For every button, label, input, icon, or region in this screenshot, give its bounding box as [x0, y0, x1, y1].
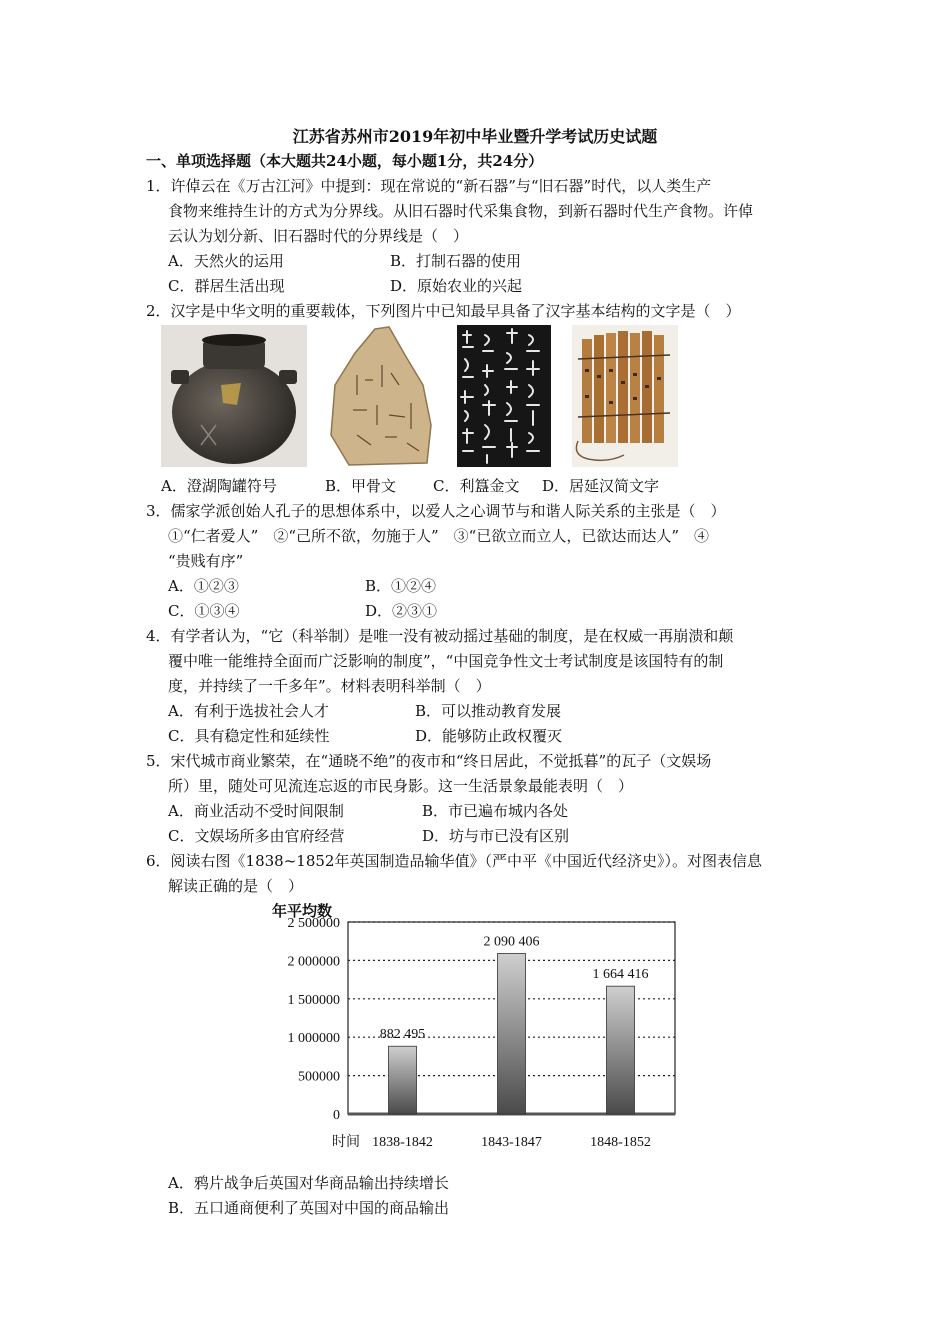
q2-option-d: D．居延汉简文字: [542, 477, 660, 495]
q3-line2: ①“仁者爱人” ②“己所不欲，勿施于人” ③“已欲立而立人，已欲达而达人” ④: [168, 527, 710, 545]
x-tick-label: 1848-1852: [590, 1135, 651, 1150]
x-axis-label: 时间: [332, 1134, 360, 1150]
q6-option-a: A．鸦片战争后英国对华商品输出持续增长: [168, 1174, 449, 1192]
bar: [607, 986, 635, 1114]
q4-option-d: D．能够防止政权覆灭: [415, 727, 563, 745]
q1-option-b: B．打制石器的使用: [390, 252, 522, 270]
oracle-bone-image: [327, 325, 433, 467]
y-axis-label: 年平均数: [272, 902, 333, 920]
q4-line3: 度，并持续了一千多年”。材料表明科举制（ ）: [168, 677, 491, 695]
q5-option-d: D．坊与市已没有区别: [422, 827, 570, 845]
x-tick-label: 1838-1842: [372, 1135, 433, 1150]
pottery-jar-image: [161, 325, 307, 467]
q3-option-c: C．①③④: [168, 602, 240, 620]
q6-line2: 解读正确的是（ ）: [168, 877, 304, 895]
q4-option-b: B．可以推动教育发展: [415, 702, 562, 720]
q3-option-a: A．①②③: [168, 577, 239, 595]
q5-line2: 所）里，随处可见流连忘返的市民身影。这一生活景象最能表明（ ）: [168, 777, 634, 795]
q2-option-c: C．利簋金文: [433, 477, 520, 495]
q5-option-b: B．市已遍布城内各处: [422, 802, 569, 820]
export-value-bar-chart: [270, 898, 690, 1154]
q4-line2: 覆中唯一能维持全面而广泛影响的制度”，“中国竞争性文士考试制度是该国特有的制: [168, 652, 724, 670]
bar-value-label: 882 495: [379, 1027, 426, 1043]
q6-line1: 6．阅读右图《1838~1852年英国制造品输华值》（严中平《中国近代经济史》）。对图表信息: [146, 852, 762, 870]
x-tick-label: 1843-1847: [481, 1135, 542, 1150]
bronze-inscription-image: [457, 325, 551, 467]
page-title: 江苏省苏州市2019年初中毕业暨升学考试历史试题: [292, 127, 658, 146]
q2-option-b: B．甲骨文: [325, 477, 397, 495]
q4-line1: 4．有学者认为，“它（科举制）是唯一没有被动摇过基础的制度，是在权威一再崩溃和颠: [146, 627, 734, 645]
q1-option-c: C．群居生活出现: [168, 277, 285, 295]
q2-option-a: A．澄湖陶罐符号: [161, 477, 277, 495]
q3-option-d: D．②③①: [365, 602, 438, 620]
q1-line2: 食物来维持生计的方式为分界线。从旧石器时代采集食物，到新石器时代生产食物。许倬: [168, 202, 754, 220]
y-tick-label: 1 000000: [287, 1031, 340, 1047]
y-tick-label: 2 500000: [287, 916, 340, 931]
bar-value-label: 1 664 416: [592, 967, 649, 983]
q1-option-d: D．原始农业的兴起: [390, 277, 523, 295]
q5-line1: 5．宋代城市商业繁荣，在“通晓不绝”的夜市和“终日居此，不觉抵暮”的瓦子（文娱场: [146, 752, 712, 770]
q1-line3: 云认为划分新、旧石器时代的分界线是（ ）: [168, 227, 469, 245]
q2-line1: 2．汉字是中华文明的重要载体，下列图片中已知最早具备了汉字基本结构的文字是（ ）: [146, 302, 741, 320]
y-tick-label: 500000: [298, 1069, 340, 1085]
q3-line1: 3．儒家学派创始人孔子的思想体系中，以爱人之心调节与和谐人际关系的主张是（ ）: [146, 502, 726, 520]
y-tick-label: 1 500000: [287, 992, 340, 1008]
q1-option-a: A．天然火的运用: [168, 252, 284, 270]
q3-option-b: B．①②④: [365, 577, 437, 595]
q1-line1: 1．许倬云在《万古江河》中提到：现在常说的“新石器”与“旧石器”时代，以人类生产: [146, 177, 712, 195]
bar: [389, 1046, 417, 1114]
q4-option-a: A．有利于选拔社会人才: [168, 702, 329, 720]
bamboo-slips-image: [572, 325, 678, 467]
bar-value-label: 2 090 406: [483, 934, 540, 950]
bar: [498, 953, 526, 1114]
q5-option-a: A．商业活动不受时间限制: [168, 802, 344, 820]
q5-option-c: C．文娱场所多由官府经营: [168, 827, 345, 845]
q6-option-b: B．五口通商便利了英国对中国的商品输出: [168, 1199, 450, 1217]
q4-option-c: C．具有稳定性和延续性: [168, 727, 330, 745]
y-tick-label: 2 000000: [287, 954, 340, 970]
q3-line3: “贵贱有序”: [168, 552, 244, 570]
y-tick-label: 0: [333, 1108, 340, 1123]
section-heading: 一、单项选择题（本大题共24小题，每小题1分，共24分）: [146, 152, 544, 170]
